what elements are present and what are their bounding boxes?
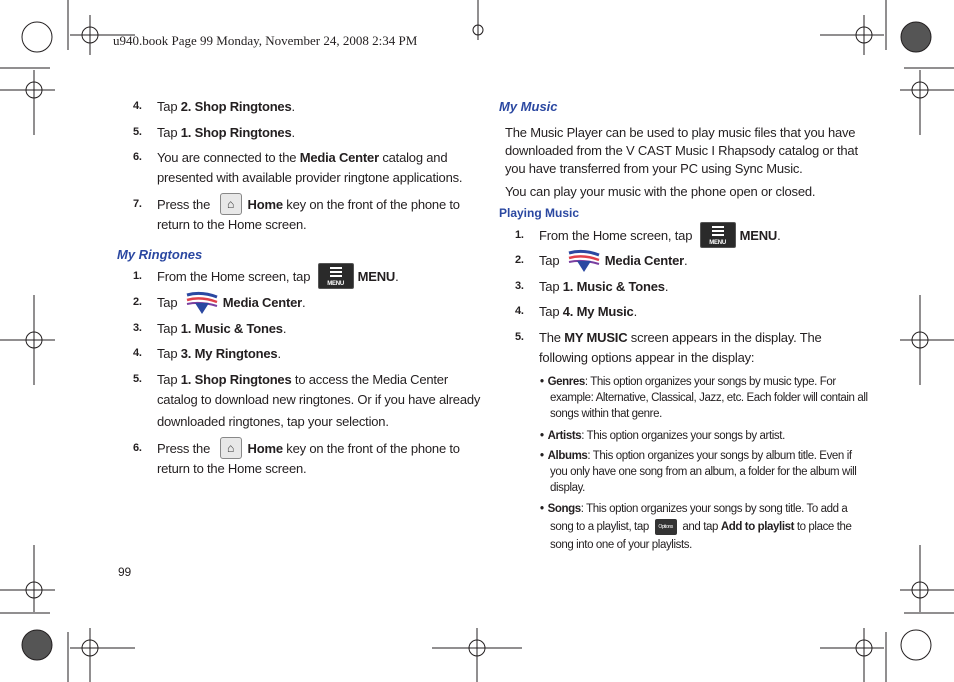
home-key-icon: ⌂ <box>220 193 242 215</box>
option-bullet <box>540 448 856 496</box>
step-number: 5. <box>133 373 142 385</box>
step-text: key on the front of the phone to <box>282 196 460 212</box>
bullet-term: Artists <box>547 430 582 442</box>
my-music-heading: My Music <box>499 99 558 114</box>
step-number: 4. <box>133 347 142 359</box>
step-text: . <box>291 98 295 114</box>
step-bold-text: Media Center <box>604 252 685 268</box>
step-text: Tap <box>539 303 563 319</box>
menu-key-label: MENU <box>709 240 727 246</box>
step-continuation: catalog to download new ringtones. Or if you have already <box>157 392 481 407</box>
bullet-text: to place the <box>794 521 852 533</box>
step <box>133 147 462 189</box>
bullet-text: you only have one song from an album, a folder for the album will <box>550 466 857 478</box>
bullet-text: song to a playlist, tap <box>550 521 652 533</box>
step-bold-text: 2. Shop Ringtones <box>180 98 292 114</box>
step-number: 6. <box>133 442 142 454</box>
step <box>133 318 286 338</box>
bullet-dot: • <box>540 450 544 462</box>
step-bold-text: 1. Music & Tones <box>180 320 283 336</box>
step-continuation: presented with available provider ringtone applications. <box>157 170 463 185</box>
step-number: 2. <box>515 254 524 266</box>
step <box>515 225 781 245</box>
step <box>515 327 822 369</box>
bullet-dot: • <box>540 503 544 515</box>
intro-line: You can play your music with the phone open or closed. <box>505 184 816 199</box>
step-text: From the Home screen, tap <box>539 227 696 243</box>
my-ringtones-heading: My Ringtones <box>117 247 203 262</box>
step-continuation: following options appear in the display: <box>539 350 755 365</box>
bullet-line <box>540 480 856 496</box>
menu-key-icon <box>318 263 354 289</box>
option-bullet <box>540 374 868 422</box>
step-number: 5. <box>133 126 142 138</box>
step-text: . <box>684 252 688 268</box>
step-number: 4. <box>515 305 524 317</box>
media-center-icon <box>185 289 219 315</box>
step <box>133 266 399 286</box>
step-bold-text: 4. My Music <box>562 303 634 319</box>
bullet-text: and tap <box>679 521 721 533</box>
bullet-term: Songs <box>547 503 581 515</box>
step-text: The <box>539 329 565 345</box>
bullet-line <box>540 428 785 444</box>
media-center-icon <box>567 247 601 273</box>
step-text: . <box>302 294 306 310</box>
step <box>133 369 480 433</box>
bullet-line <box>540 464 856 480</box>
step-bold-text: 1. Shop Ringtones <box>180 124 292 140</box>
bullet-line <box>540 406 868 422</box>
step-bold-text: Home <box>247 196 283 212</box>
step-bold-text: 3. My Ringtones <box>180 345 278 361</box>
step-text: . <box>777 227 781 243</box>
step <box>515 276 668 296</box>
step-text: to access the Media Center <box>291 371 448 387</box>
page-number: 99 <box>118 565 131 579</box>
bullet-bold-text: Add to playlist <box>720 521 795 533</box>
step-bold-text: 1. Music & Tones <box>562 278 665 294</box>
step-number: 3. <box>133 322 142 334</box>
bullet-text: : This option organizes your songs by album title. Even if <box>587 450 852 462</box>
bullet-text: example: Alternative, Classical, Jazz, etc. Each folder will contain all <box>550 392 868 404</box>
step-text: You are connected to the <box>157 149 300 165</box>
step-continuation: return to the Home screen. <box>157 217 307 232</box>
step-text: Tap <box>539 278 563 294</box>
step-number: 2. <box>133 296 142 308</box>
step-text: key on the front of the phone to <box>282 440 460 456</box>
step-text: screen appears in the display. The <box>627 329 822 345</box>
step-text: Tap <box>157 320 181 336</box>
step-bold-text: Media Center <box>222 294 303 310</box>
step-text: . <box>664 278 669 294</box>
step-bold-text: 1. Shop Ringtones <box>180 371 292 387</box>
home-key-icon: ⌂ <box>220 437 242 459</box>
menu-key-label: MENU <box>327 281 345 287</box>
step <box>133 122 295 142</box>
bullet-line <box>540 448 856 464</box>
step <box>133 96 295 116</box>
intro-line: you have transferred from your PC using Sync Music. <box>505 161 803 176</box>
intro-line: downloaded from the V CAST Music I Rhapsody catalog or that <box>505 143 858 158</box>
step-text: catalog and <box>378 149 448 165</box>
step <box>133 194 460 236</box>
bullet-dot: • <box>540 430 544 442</box>
step-text: Tap <box>157 98 181 114</box>
intro-line: The Music Player can be used to play music files that you have <box>505 125 856 140</box>
step <box>133 343 281 363</box>
step-bold-text: MENU <box>357 268 396 284</box>
options-key-icon: Options <box>655 519 677 535</box>
option-bullet <box>540 428 785 444</box>
step <box>133 438 460 480</box>
step-text: Tap <box>539 252 563 268</box>
step-continuation: return to the Home screen. <box>157 461 307 476</box>
bullet-text: song into one of your playlists. <box>550 539 692 551</box>
bullet-term: Albums <box>547 450 588 462</box>
bullet-text: songs within that genre. <box>550 408 662 420</box>
bullet-line <box>540 390 868 406</box>
bullet-term: Genres <box>547 376 585 388</box>
bullet-line <box>540 537 852 553</box>
step-number: 3. <box>515 280 524 292</box>
step-text: From the Home screen, tap <box>157 268 314 284</box>
bullet-text: : This option organizes your songs by artist. <box>581 430 785 442</box>
step-text: Tap <box>157 371 181 387</box>
step-text: . <box>291 124 295 140</box>
my-music-intro <box>505 124 858 201</box>
page-header: u940.book Page 99 Monday, November 24, 2008 2:34 PM <box>113 33 418 48</box>
step-bold-text: Home <box>247 440 283 456</box>
step-number: 1. <box>133 270 142 282</box>
step-text: Press the <box>157 196 214 212</box>
bullet-dot: • <box>540 376 544 388</box>
bullet-text: display. <box>550 482 585 494</box>
step-text: . <box>395 268 399 284</box>
step-number: 4. <box>133 100 142 112</box>
step-text: . <box>277 345 281 361</box>
step-text: Press the <box>157 440 214 456</box>
bullet-line <box>540 374 868 390</box>
step <box>133 292 305 312</box>
step <box>515 301 637 321</box>
bullet-text: : This option organizes your songs by song title. To add a <box>580 503 848 515</box>
step-number: 7. <box>133 198 142 210</box>
step <box>515 250 687 270</box>
bullet-line <box>540 517 852 537</box>
bullet-text: : This option organizes your songs by music type. For <box>584 376 836 388</box>
bullet-line <box>540 501 852 517</box>
step-bold-text: Media Center <box>299 149 379 165</box>
menu-key-icon <box>700 222 736 248</box>
step-text: Tap <box>157 124 181 140</box>
step-text: . <box>633 303 637 319</box>
step-bold-text: MY MUSIC <box>564 329 628 345</box>
step-number: 6. <box>133 151 142 163</box>
step-text: . <box>282 320 287 336</box>
step-continuation: downloaded ringtones, tap your selection. <box>157 414 389 429</box>
step-number: 1. <box>515 229 524 241</box>
option-bullet <box>540 501 852 553</box>
step-text: Tap <box>157 294 181 310</box>
step-text: Tap <box>157 345 181 361</box>
step-number: 5. <box>515 331 524 343</box>
playing-music-subheading: Playing Music <box>499 206 580 220</box>
step-bold-text: MENU <box>739 227 778 243</box>
